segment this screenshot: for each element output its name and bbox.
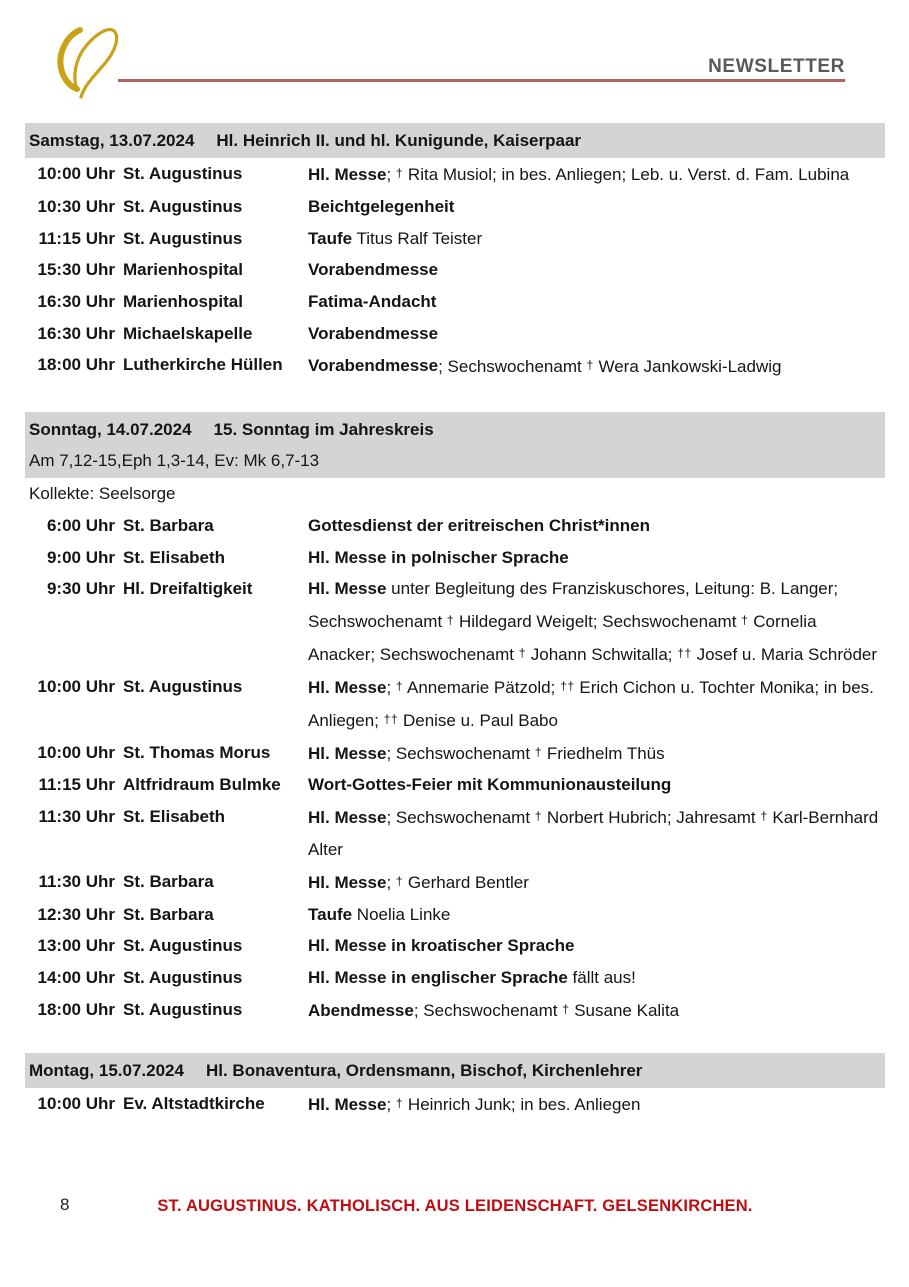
event-description (308, 930, 885, 962)
page-number: 8 (60, 1195, 70, 1214)
event-row (25, 930, 885, 962)
event-row (25, 191, 885, 223)
desc-segment: Vorabendmesse (308, 356, 439, 376)
heart-brush-icon (54, 20, 126, 100)
dagger-symbol: †† (383, 711, 399, 726)
desc-segment: Fatima-Andacht (308, 291, 437, 311)
day-header-line (29, 414, 879, 445)
event-location: St. Elisabeth (123, 807, 226, 827)
desc-segment: ; † Heinrich Junk; in bes. Anliegen (386, 1094, 641, 1114)
event-row (25, 801, 885, 866)
day-feast: Hl. Heinrich II. und hl. Kunigunde, Kaiserpaar (216, 131, 582, 150)
event-row (25, 223, 885, 255)
desc-segment: ; Sechswochenamt † Wera Jankowski-Ladwig (438, 356, 782, 376)
event-location: St. Augustinus (123, 968, 243, 988)
header-rule (118, 79, 845, 82)
event-location: St. Augustinus (123, 228, 243, 248)
event-description (308, 899, 885, 931)
desc-segment: Taufe (308, 904, 353, 924)
event-location: St. Elisabeth (123, 547, 226, 567)
event-location: Hl. Dreifaltigkeit (123, 579, 253, 599)
event-description (308, 573, 885, 670)
event-description (308, 801, 885, 866)
event-description (308, 671, 885, 737)
desc-segment: Hl. Messe (308, 165, 387, 185)
day-header-line (29, 125, 879, 156)
event-time: 13:00 Uhr (37, 936, 115, 956)
event-row (25, 1088, 885, 1121)
event-location: Lutherkirche Hüllen (123, 355, 283, 375)
event-time: 12:30 Uhr (37, 904, 115, 924)
event-location: St. Augustinus (123, 164, 243, 183)
event-row (25, 542, 885, 574)
day-header-bar (25, 412, 885, 478)
dagger-symbol: † (395, 166, 404, 180)
desc-segment: Titus Ralf Teister (352, 228, 483, 248)
dagger-symbol: † (760, 809, 768, 824)
event-time: 11:30 Uhr (38, 871, 115, 891)
event-row (25, 349, 885, 382)
event-time: 10:00 Uhr (37, 1093, 115, 1113)
event-time: 10:00 Uhr (37, 676, 115, 696)
day-date: Montag, 15.07.2024 (29, 1060, 184, 1080)
event-row (25, 158, 885, 191)
desc-segment: Hl. Messe (308, 743, 387, 763)
event-description (308, 994, 885, 1027)
newsletter-title: NEWSLETTER (708, 56, 845, 77)
desc-segment: Hl. Messe (308, 579, 387, 599)
event-location: St. Augustinus (123, 196, 243, 216)
event-time: 16:30 Uhr (37, 323, 115, 343)
day-section (25, 412, 885, 1026)
event-description (308, 737, 885, 770)
event-description (308, 158, 885, 191)
desc-segment: ; Sechswochenamt † Susane Kalita (413, 1000, 680, 1020)
event-time: 11:15 Uhr (38, 228, 115, 248)
dagger-symbol: † (534, 809, 543, 824)
desc-segment: Hl. Messe (308, 1094, 387, 1114)
event-row (25, 573, 885, 670)
event-time: 16:30 Uhr (37, 291, 115, 311)
dagger-symbol: † (586, 357, 594, 372)
event-location: Altfridraum Bulmke (123, 775, 281, 795)
event-description (308, 286, 885, 318)
desc-segment: Hl. Messe (308, 808, 387, 828)
event-time: 14:00 Uhr (37, 968, 115, 988)
desc-segment: ; † Rita Musiol; in bes. Anliegen; Leb. u. Verst. d. Fam. Lubina (386, 165, 850, 185)
event-description (308, 962, 885, 994)
event-time: 10:30 Uhr (37, 196, 115, 216)
event-location: St. Augustinus (123, 676, 243, 696)
event-row (25, 286, 885, 318)
desc-segment: Hl. Messe in kroatischer Sprache (308, 936, 575, 956)
day-header-bar (25, 123, 885, 158)
desc-segment: Hl. Messe (308, 678, 387, 697)
event-row (25, 899, 885, 931)
day-date: Samstag, 13.07.2024 (29, 131, 195, 150)
day-header-line (29, 1055, 879, 1086)
dagger-symbol: † (741, 613, 749, 628)
day-feast: 15. Sonntag im Jahreskreis (213, 420, 434, 440)
event-row (25, 962, 885, 994)
desc-segment: ; † Annemarie Pätzold; †† Erich Cichon u. Tochter Monika; in bes. Anliegen; †† Denise u. Paul Babo (308, 678, 874, 730)
event-description (308, 510, 885, 542)
dagger-symbol: † (562, 1001, 570, 1016)
mass-schedule (25, 123, 885, 1120)
desc-segment: Vorabendmesse (308, 260, 439, 280)
dagger-symbol: †† (677, 645, 692, 660)
collection-note: Kollekte: Seelsorge (29, 484, 176, 504)
day-section (25, 1053, 885, 1121)
day-date: Sonntag, 14.07.2024 (29, 420, 192, 440)
event-row (25, 769, 885, 801)
day-feast: Hl. Bonaventura, Ordensmann, Bischof, Kirchenlehrer (205, 1060, 643, 1080)
event-description (308, 349, 885, 382)
event-location: St. Barbara (123, 904, 214, 924)
event-row (25, 994, 885, 1027)
event-description (308, 1088, 885, 1121)
desc-segment: Taufe (308, 228, 353, 248)
dagger-symbol: † (395, 678, 404, 693)
desc-segment: Wort-Gottes-Feier mit Kommunionausteilung (308, 775, 672, 795)
event-location: St. Thomas Morus (123, 742, 271, 762)
event-description (308, 542, 885, 574)
day-header-bar (25, 1053, 885, 1088)
event-time: 15:30 Uhr (37, 260, 115, 280)
parish-tagline: ST. AUGUSTINUS. KATHOLISCH. AUS LEIDENSCHAFT. GELSENKIRCHEN. (157, 1197, 753, 1215)
event-location: St. Augustinus (123, 999, 243, 1019)
event-description (308, 223, 885, 255)
event-location: Marienhospital (123, 291, 243, 311)
dagger-symbol: † (518, 645, 527, 660)
desc-segment: ; † Gerhard Bentler (386, 872, 529, 892)
event-location: St. Barbara (123, 871, 214, 891)
desc-segment: Hl. Messe in polnischer Sprache (308, 547, 569, 567)
event-time: 18:00 Uhr (37, 355, 115, 375)
dagger-symbol: †† (560, 678, 575, 693)
event-location: St. Barbara (123, 515, 214, 535)
desc-segment: Beichtgelegenheit (308, 196, 455, 216)
event-row (25, 866, 885, 899)
event-location: Ev. Altstadtkirche (123, 1093, 265, 1113)
event-row (25, 510, 885, 542)
desc-segment: ; Sechswochenamt † Norbert Hubrich; Jahresamt † Karl-Bernhard Alter (308, 808, 879, 860)
event-time: 9:00 Uhr (46, 547, 115, 567)
event-row (25, 318, 885, 350)
day-section (25, 123, 885, 382)
dagger-symbol: † (395, 1095, 404, 1110)
desc-segment: Hl. Messe (308, 872, 387, 892)
desc-segment: Hl. Messe in englischer Sprache (308, 968, 568, 988)
desc-segment: fällt aus! (567, 968, 636, 988)
desc-segment: Abendmesse (308, 1000, 414, 1020)
desc-segment: Noelia Linke (352, 904, 451, 924)
event-time: 11:30 Uhr (38, 807, 115, 827)
event-time: 6:00 Uhr (46, 515, 115, 535)
parish-heart-logo (54, 20, 126, 100)
event-time: 9:30 Uhr (46, 579, 115, 599)
event-row (25, 254, 885, 286)
event-time: 18:00 Uhr (37, 999, 115, 1019)
desc-segment: ; Sechswochenamt † Friedhelm Thüs (386, 743, 665, 763)
event-location: Michaelskapelle (123, 323, 253, 343)
desc-segment: unter Begleitung des Franziskuschores, Leitung: B. Langer; Sechswochenamt † Hildegard Weigelt; Sechswochenamt † Cornelia Anacker; Sechswochenamt † Johann Schwitalla; †† Josef u. Maria Schröder (308, 579, 878, 665)
event-time: 11:15 Uhr (38, 775, 115, 795)
event-location: St. Augustinus (123, 936, 243, 956)
dagger-symbol: † (395, 873, 404, 888)
event-row (25, 737, 885, 770)
day-readings: Am 7,12-15,Eph 1,3-14, Ev: Mk 6,7-13 (29, 451, 320, 471)
event-description (308, 769, 885, 801)
event-time: 10:00 Uhr (37, 742, 115, 762)
event-description (308, 866, 885, 899)
event-time: 10:00 Uhr (37, 164, 115, 183)
event-description (308, 318, 885, 350)
desc-segment: Gottesdienst der eritreischen Christ*innen (308, 515, 650, 535)
event-row (25, 671, 885, 737)
event-description (308, 254, 885, 286)
dagger-symbol: † (534, 744, 543, 759)
event-location: Marienhospital (123, 260, 243, 280)
desc-segment: Vorabendmesse (308, 323, 439, 343)
event-description (308, 191, 885, 223)
dagger-symbol: † (446, 613, 455, 628)
